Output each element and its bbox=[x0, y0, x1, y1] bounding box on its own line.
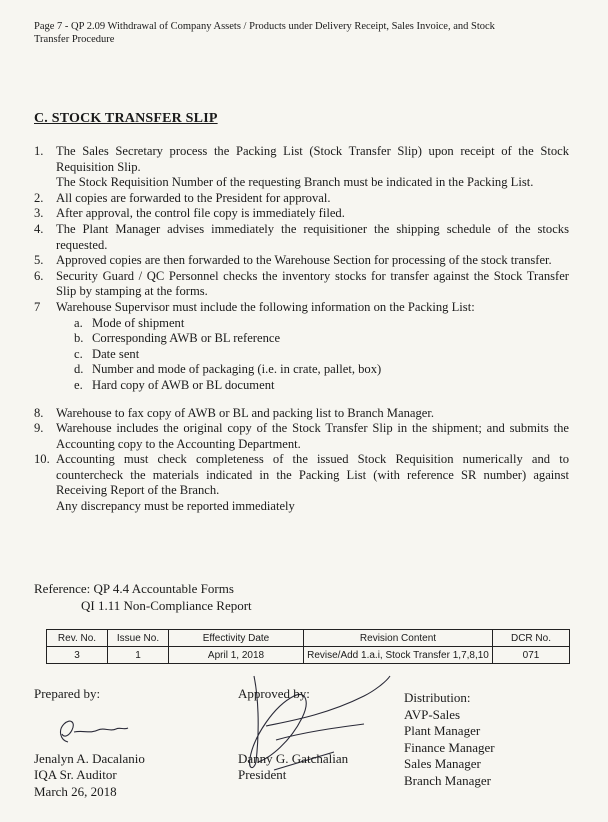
sub-list-item bbox=[74, 378, 569, 394]
page-header bbox=[34, 20, 554, 46]
sub-list-item bbox=[74, 362, 569, 378]
column-header: DCR No. bbox=[493, 630, 570, 647]
column-header: Rev. No. bbox=[47, 630, 108, 647]
reference-block bbox=[34, 581, 252, 614]
table-cell: 1 bbox=[108, 647, 169, 664]
list-item bbox=[34, 452, 569, 514]
item-text: The Sales Secretary process the Packing List (Stock Transfer Slip) upon receipt of the Stock Requisition Slip. bbox=[56, 144, 569, 174]
item-text-note: The Stock Requisition Number of the requesting Branch must be indicated in the Packing List. bbox=[56, 175, 534, 190]
table-cell: 071 bbox=[493, 647, 570, 664]
item-text: Accounting must check completeness of the issued Stock Requisition numerically and to countercheck the materials indicated in the Packing List (with reference SR number) against Receiving Report of the Branch. bbox=[56, 452, 569, 498]
prepared-date: March 26, 2018 bbox=[34, 783, 117, 799]
approver-name: Danny G. Gatchalian bbox=[238, 750, 349, 766]
item-number: 7 bbox=[34, 299, 41, 314]
table-cell: 3 bbox=[47, 647, 108, 664]
item-number: 8. bbox=[34, 405, 44, 420]
distribution-item: Plant Manager bbox=[404, 723, 481, 738]
list-item bbox=[34, 206, 569, 222]
sub-item-text: Hard copy of AWB or BL document bbox=[92, 377, 275, 392]
item-text: Warehouse Supervisor must include the following information on the Packing List: bbox=[56, 299, 475, 314]
column-header: Revision Content bbox=[304, 630, 493, 647]
column-header: Issue No. bbox=[108, 630, 169, 647]
list-item bbox=[34, 222, 569, 253]
header-line-2: Transfer Procedure bbox=[34, 34, 115, 45]
item-text: Warehouse includes the original copy of the Stock Transfer Slip in the shipment; and submits the Accounting copy to the Accounting Department. bbox=[56, 421, 569, 451]
table-cell: April 1, 2018 bbox=[169, 647, 304, 664]
header-line-1: Page 7 - QP 2.09 Withdrawal of Company Assets / Products under Delivery Receipt, Sales Invoice, and Stock bbox=[34, 21, 495, 32]
item-number: 1. bbox=[34, 144, 44, 158]
column-header: Effectivity Date bbox=[169, 630, 304, 647]
section-title: C. STOCK TRANSFER SLIP bbox=[34, 111, 218, 126]
sub-item-text: Mode of shipment bbox=[92, 315, 185, 330]
list-item bbox=[34, 191, 569, 207]
preparer-title: IQA Sr. Auditor bbox=[34, 767, 117, 782]
table-row bbox=[47, 647, 570, 664]
list-item bbox=[34, 421, 569, 452]
item-text: After approval, the control file copy is immediately filed. bbox=[56, 206, 345, 221]
sub-item-text: Number and mode of packaging (i.e. in crate, pallet, box) bbox=[92, 362, 382, 377]
approved-by-label: Approved by: bbox=[238, 686, 310, 701]
distribution-item: AVP-Sales bbox=[404, 706, 461, 722]
sub-list-item bbox=[74, 347, 569, 363]
item-number: 9. bbox=[34, 421, 44, 436]
list-item bbox=[34, 144, 569, 191]
item-number: 5. bbox=[34, 253, 44, 268]
sub-item-letter: d. bbox=[74, 362, 84, 377]
sub-item-text: Corresponding AWB or BL reference bbox=[92, 331, 281, 346]
distribution-item: Branch Manager bbox=[404, 772, 491, 788]
reference-line-2: QI 1.11 Non-Compliance Report bbox=[81, 597, 252, 613]
prepared-by-block bbox=[34, 686, 145, 800]
sub-item-letter: c. bbox=[74, 346, 83, 361]
item-text: Security Guard / QC Personnel checks the inventory stocks for transfer against the Stock Transfer Slip by stamping at the forms. bbox=[56, 268, 569, 299]
list-item bbox=[34, 300, 569, 394]
approver-title: President bbox=[238, 767, 287, 782]
approved-by-block bbox=[238, 686, 348, 784]
distribution-item: Sales Manager bbox=[404, 756, 481, 771]
list-item bbox=[34, 269, 569, 300]
distribution-label: Distribution: bbox=[404, 690, 471, 705]
item-number: 6. bbox=[34, 268, 44, 283]
sub-item-letter: b. bbox=[74, 331, 84, 346]
item-text: All copies are forwarded to the President for approval. bbox=[56, 190, 331, 205]
sub-list-item bbox=[74, 331, 569, 347]
procedure-list bbox=[34, 144, 569, 515]
sub-list bbox=[74, 316, 569, 394]
list-item bbox=[34, 253, 569, 269]
item-text-note: Any discrepancy must be reported immediately bbox=[56, 499, 295, 514]
item-text: Warehouse to fax copy of AWB or BL and packing list to Branch Manager. bbox=[56, 405, 435, 420]
item-number: 3. bbox=[34, 206, 44, 221]
table-cell: Revise/Add 1.a.i, Stock Transfer 1,7,8,10 bbox=[304, 647, 493, 664]
sub-list-item bbox=[74, 316, 569, 332]
preparer-name: Jenalyn A. Dacalanio bbox=[34, 750, 145, 766]
revision-table bbox=[46, 629, 570, 664]
sub-item-letter: a. bbox=[74, 315, 83, 330]
reference-line-1: Reference: QP 4.4 Accountable Forms bbox=[34, 581, 234, 596]
table-header-row bbox=[47, 630, 570, 647]
prepared-by-label: Prepared by: bbox=[34, 686, 101, 701]
item-text: Approved copies are then forwarded to the Warehouse Section for processing of the stock transfer. bbox=[56, 253, 552, 268]
distribution-block bbox=[404, 690, 495, 789]
list-spacer bbox=[34, 394, 569, 406]
list-item bbox=[34, 406, 569, 422]
sub-item-letter: e. bbox=[74, 377, 83, 392]
item-number: 2. bbox=[34, 190, 44, 205]
sub-item-text: Date sent bbox=[92, 346, 140, 361]
item-text: The Plant Manager advises immediately the requisitioner the shipping schedule of the stocks requested. bbox=[56, 221, 569, 252]
item-number: 4. bbox=[34, 221, 44, 236]
distribution-item: Finance Manager bbox=[404, 739, 495, 755]
item-number: 10. bbox=[34, 452, 50, 467]
